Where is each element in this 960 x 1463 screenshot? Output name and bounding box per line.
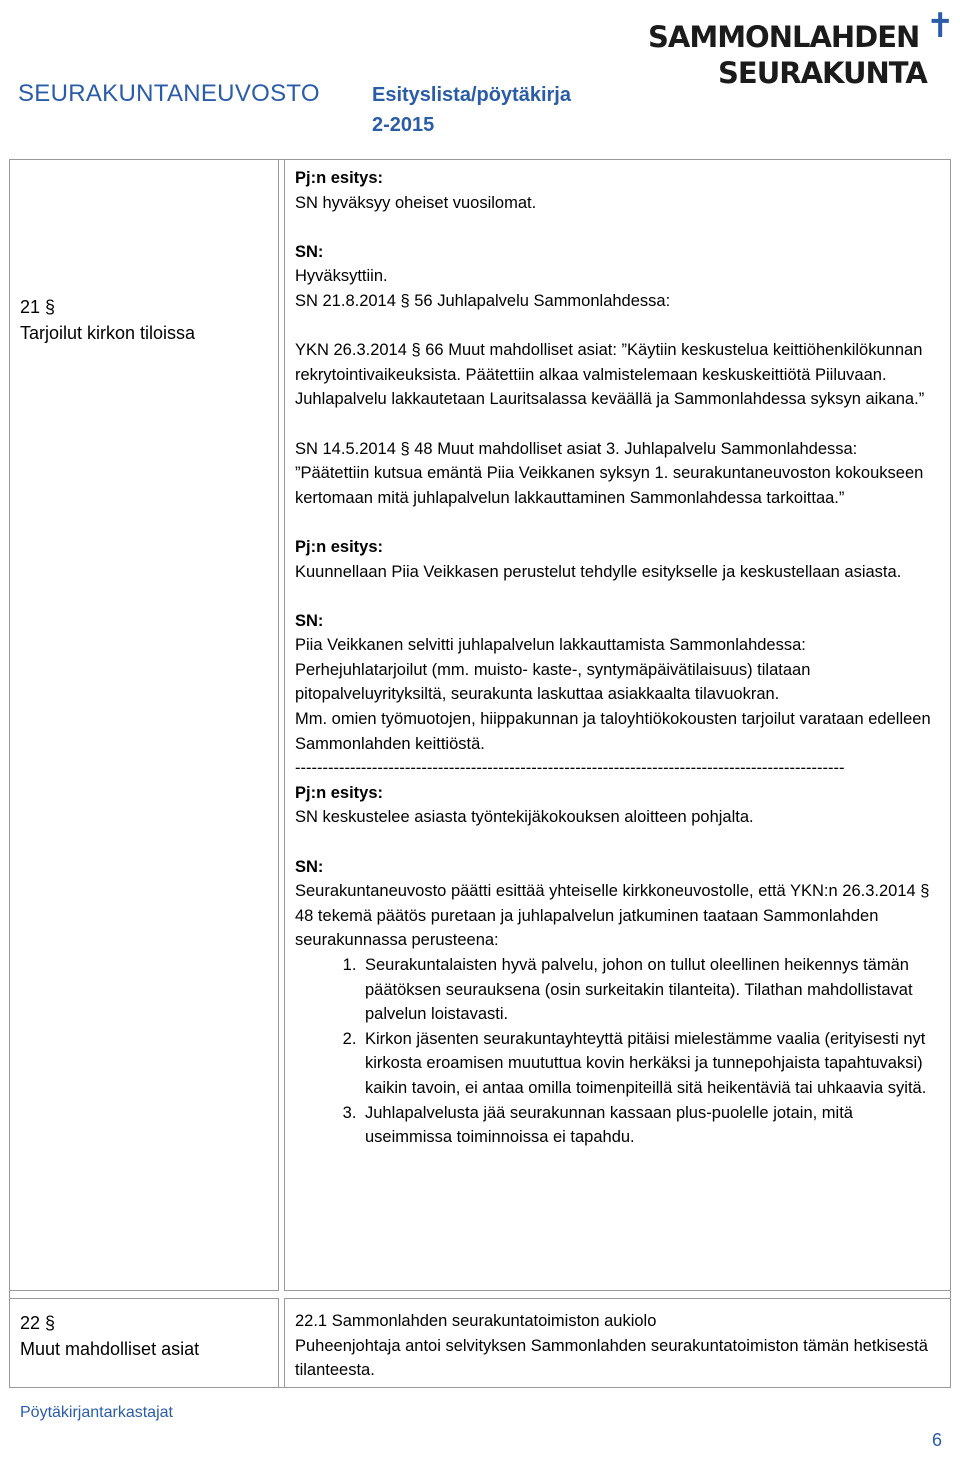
council-text: Mm. omien työmuotojen, hiippakunnan ja taloyhtiökokousten tarjoilut varataan edelleen Sammonlahden keittiöstä.	[295, 710, 931, 753]
logo-line1: SAMMONLAHDEN	[648, 20, 920, 54]
council-heading: SN:	[295, 611, 324, 630]
chair-proposal-text: SN keskustelee asiasta työntekijäkokouksen aloitteen pohjalta.	[295, 808, 754, 827]
header-title: SEURAKUNTANEUVOSTO	[18, 80, 320, 107]
list-item: 3. Juhlapalvelusta jää seurakunnan kassaan plus-puolelle jotain, mitä useimmissa toiminnoissa ei tapahdu.	[361, 1101, 935, 1150]
divider-dashes: ----------------------------------------------------------------------------------------------------	[295, 759, 845, 778]
section-22-heading	[20, 1310, 199, 1362]
council-heading: SN:	[295, 242, 324, 261]
council-decision: Seurakuntaneuvosto päätti esittää yhteiselle kirkkoneuvostolle, että YKN:n 26.3.2014 § 48 tekemä päätös puretaan ja juhlapalvelun jatkuminen taataan Sammonlahden seurakunnassa perusteena:	[295, 882, 930, 950]
list-item: 2. Kirkon jäsenten seurakuntayhteyttä pitäisi mielestämme vaalia (erityisesti nyt kirkosta eroamisen muututtua kovin herkäksi ja tunnepohjaista tapahtuvaksi) kaikin tavoin, ei antaa omilla toimenpiteillä sitä heikentäviä tai uhkaavia syitä.	[361, 1027, 935, 1101]
header-doc-number: 2-2015	[372, 114, 435, 136]
chair-proposal-heading: Pj:n esitys:	[295, 169, 384, 187]
page-number: 6	[931, 1430, 942, 1450]
section-title: Muut mahdolliset asiat	[20, 1339, 200, 1359]
header-doc-type: Esityslista/pöytäkirja	[372, 84, 571, 106]
section-title: Tarjoilut kirkon tiloissa	[20, 323, 196, 343]
ykn-reference: YKN 26.3.2014 § 66 Muut mahdolliset asiat: ”Käytiin keskustelua keittiöhenkilökunnan rekrytointivaikeuksista. Päätettiin alkaa valmistelemaan keskuskeittiötä Piiluvaan. Juhlapalvelu lakkautetaan Lauritsalassa keväällä ja Sammonlahdessa syksyn aikana.”	[295, 341, 925, 409]
subsection-text: Puheenjohtaja antoi selvityksen Sammonlahden seurakuntatoimiston tämän hetkisestä tilanteesta.	[295, 1336, 928, 1380]
section-21-heading	[20, 294, 195, 346]
section-number: 22 §	[20, 1313, 56, 1333]
council-heading: SN:	[295, 857, 324, 876]
section-number: 21 §	[20, 297, 56, 317]
list-item: 1. Seurakuntalaisten hyvä palvelu, johon on tullut oleellinen heikennys tämän päätöksen seurauksena (osin surkeitakin tilanteita). Tilathan mahdollistavat palvelun loistavasti.	[361, 953, 935, 1027]
logo-line2: SEURAKUNTA	[718, 56, 927, 90]
council-text: Perhejuhlatarjoilut (mm. muisto- kaste-, syntymäpäivätilaisuus) tilataan pitopalveluyrityksiltä, seurakunta laskuttaa asiakkaalta tilavuokran.	[295, 660, 811, 704]
reference-line: SN 21.8.2014 § 56 Juhlapalvelu Sammonlahdessa:	[295, 291, 671, 310]
section-21-body	[295, 166, 935, 1150]
chair-proposal-heading: Pj:n esitys:	[295, 783, 384, 802]
section-22-body	[295, 1309, 935, 1383]
council-text: Piia Veikkanen selvitti juhlapalvelun lakkauttamista Sammonlahdessa:	[295, 636, 806, 655]
council-decision: Hyväksyttiin.	[295, 267, 388, 286]
footer-reviewers: Pöytäkirjantarkastajat	[20, 1404, 173, 1421]
header-doc-info	[372, 80, 571, 140]
sn-reference: SN 14.5.2014 § 48 Muut mahdolliset asiat 3. Juhlapalvelu Sammonlahdessa: ”Päätettiin kutsua emäntä Piia Veikkanen syksyn 1. seurakuntaneuvoston kokoukseen kertomaan mitä juhlapalvelun lakkauttaminen Sammonlahdessa tarkoittaa.”	[295, 439, 924, 507]
cross-icon: ✝	[926, 6, 955, 46]
chair-proposal-heading: Pj:n esitys:	[295, 537, 384, 556]
chair-proposal-text: Kuunnellaan Piia Veikkasen perustelut tehdylle esitykselle ja keskustellaan asiasta.	[295, 562, 902, 581]
grounds-list	[295, 953, 935, 1150]
chair-proposal-text: SN hyväksyy oheiset vuosilomat.	[295, 193, 537, 212]
subsection-title: 22.1 Sammonlahden seurakuntatoimiston aukiolo	[295, 1312, 657, 1330]
